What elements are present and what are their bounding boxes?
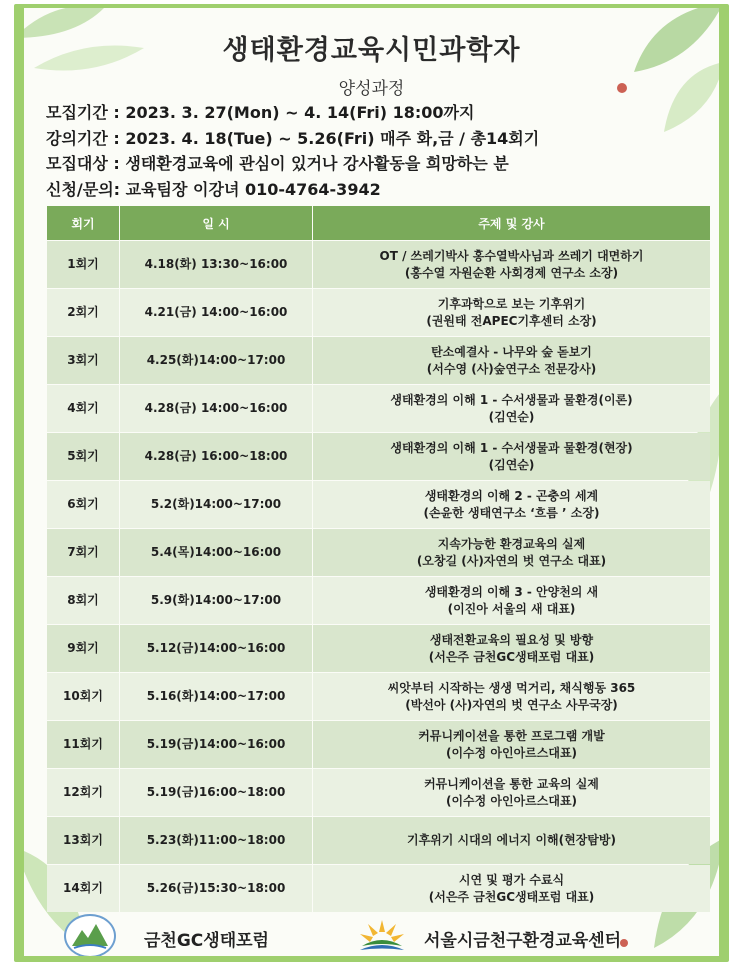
table-row — [47, 865, 710, 912]
info-recruit-period — [46, 100, 716, 126]
cell-session: 12회기 — [47, 769, 119, 816]
topic-title: 생태환경의 이해 1 - 수서생물과 물환경(현장) — [390, 440, 633, 455]
footer — [24, 914, 719, 956]
topic-title: 시연 및 평가 수료식 — [458, 872, 565, 887]
topic-speaker: (권원태 전APEC기후센터 소장) — [426, 313, 597, 328]
topic-speaker: (김연순) — [488, 409, 535, 424]
table-row — [47, 241, 710, 288]
topic-speaker: (손윤한 생태연구소 ‘흐름 ’ 소장) — [423, 505, 600, 520]
info-sep: : — [107, 154, 126, 173]
table-header-row — [47, 206, 710, 240]
table-row — [47, 721, 710, 768]
cell-datetime: 5.23(화)11:00~18:00 — [120, 817, 312, 864]
info-value: 2023. 4. 18(Tue) ~ 5.26(Fri) 매주 화,금 / 총14회기 — [125, 128, 540, 148]
cell-topic — [313, 433, 710, 480]
cell-datetime: 5.16(화)14:00~17:00 — [120, 673, 312, 720]
info-sep: : — [107, 103, 126, 122]
footer-right-org: 서울시금천구환경교육센터 — [424, 931, 622, 951]
topic-speaker: (이진아 서울의 새 대표) — [447, 601, 576, 616]
cell-session: 10회기 — [47, 673, 119, 720]
topic-speaker: (이수정 아인아르스대표) — [445, 745, 578, 760]
cell-topic — [313, 769, 710, 816]
cell-session: 14회기 — [47, 865, 119, 912]
cell-datetime: 4.21(금) 14:00~16:00 — [120, 289, 312, 336]
footer-left-org: 금천GC생태포럼 — [144, 931, 269, 951]
topic-title: 생태환경의 이해 2 - 곤충의 세계 — [424, 488, 599, 503]
poster-subtitle: 양성과정 — [338, 79, 405, 99]
table-row — [47, 625, 710, 672]
cell-topic — [313, 385, 710, 432]
info-sep: : — [113, 179, 126, 199]
table-row — [47, 433, 710, 480]
topic-title: 지속가능한 환경교육의 실제 — [437, 536, 586, 551]
topic-speaker: (이수정 아인아르스대표) — [445, 793, 578, 808]
cell-topic — [313, 817, 710, 864]
cell-session: 5회기 — [47, 433, 119, 480]
cell-datetime: 4.18(화) 13:30~16:00 — [120, 241, 312, 288]
cell-session: 7회기 — [47, 529, 119, 576]
cell-datetime: 5.2(화)14:00~17:00 — [120, 481, 312, 528]
table-row — [47, 289, 710, 336]
topic-speaker: (서은주 금천GC생태포럼 대표) — [428, 649, 595, 664]
table-row — [47, 337, 710, 384]
topic-speaker: (박선아 (사)자연의 벗 연구소 사무국장) — [405, 697, 618, 712]
cell-datetime: 5.9(화)14:00~17:00 — [120, 577, 312, 624]
info-block — [46, 100, 716, 202]
topic-title: 커뮤니케이션을 통한 프로그램 개발 — [418, 728, 605, 743]
center-logo-icon — [354, 916, 410, 956]
topic-title: 커뮤니케이션을 통한 교육의 실제 — [424, 776, 599, 791]
header-datetime: 일 시 — [120, 206, 312, 240]
table-row — [47, 673, 710, 720]
forum-logo-icon — [64, 914, 116, 956]
info-label: 모집기간 — [46, 103, 108, 122]
cell-datetime: 4.28(금) 14:00~16:00 — [120, 385, 312, 432]
info-label: 강의기간 — [46, 128, 108, 148]
topic-title: 생태전환교육의 필요성 및 방향 — [429, 632, 594, 647]
topic-speaker: (오창길 (사)자연의 벗 연구소 대표) — [416, 553, 607, 568]
cell-datetime: 5.19(금)16:00~18:00 — [120, 769, 312, 816]
info-contact — [46, 177, 716, 203]
cell-datetime: 4.25(화)14:00~17:00 — [120, 337, 312, 384]
cell-topic — [313, 241, 710, 288]
cell-datetime: 4.28(금) 16:00~18:00 — [120, 433, 312, 480]
cell-topic — [313, 721, 710, 768]
cell-topic — [313, 577, 710, 624]
cell-topic — [313, 673, 710, 720]
table-row — [47, 817, 710, 864]
schedule-table — [46, 205, 711, 913]
info-label: 신청/문의 — [46, 179, 114, 199]
header-session: 회기 — [47, 206, 119, 240]
topic-title: 기후과학으로 보는 기후위기 — [437, 296, 586, 311]
topic-speaker: (서수영 (사)숲연구소 전문강사) — [426, 361, 597, 376]
cell-datetime: 5.4(목)14:00~16:00 — [120, 529, 312, 576]
poster-title: 생태환경교육시민과학자 — [222, 35, 521, 66]
cell-topic — [313, 625, 710, 672]
cell-topic — [313, 289, 710, 336]
cell-session: 1회기 — [47, 241, 119, 288]
cell-datetime: 5.26(금)15:30~18:00 — [120, 865, 312, 912]
cell-topic — [313, 481, 710, 528]
poster-frame — [14, 4, 729, 962]
topic-speaker: (김연순) — [488, 457, 535, 472]
table-row — [47, 529, 710, 576]
topic-title: OT / 쓰레기박사 홍수열박사님과 쓰레기 대면하기 — [379, 248, 644, 263]
cell-session: 3회기 — [47, 337, 119, 384]
table-row — [47, 577, 710, 624]
info-value: 2023. 3. 27(Mon) ~ 4. 14(Fri) 18:00까지 — [125, 103, 475, 122]
schedule-table-wrap — [46, 205, 711, 913]
cell-session: 13회기 — [47, 817, 119, 864]
cell-session: 2회기 — [47, 289, 119, 336]
info-value: 교육팀장 이강녀 010-4764-3942 — [125, 179, 381, 199]
topic-title: 씨앗부터 시작하는 생생 먹거리, 채식행동 365 — [387, 680, 636, 695]
topic-title: 탄소예결사 - 나무와 숲 돋보기 — [431, 344, 592, 359]
poster-body — [24, 8, 719, 956]
header-topic: 주제 및 강사 — [313, 206, 710, 240]
cell-topic — [313, 865, 710, 912]
topic-speaker: (서은주 금천GC생태포럼 대표) — [428, 889, 595, 904]
table-row — [47, 769, 710, 816]
topic-title: 생태환경의 이해 1 - 수서생물과 물환경(이론) — [390, 392, 633, 407]
info-target — [46, 151, 716, 177]
cell-topic — [313, 337, 710, 384]
topic-title: 생태환경의 이해 3 - 안양천의 새 — [424, 584, 599, 599]
topic-speaker: (홍수열 자원순환 사회경제 연구소 소장) — [404, 265, 619, 280]
cell-session: 9회기 — [47, 625, 119, 672]
cell-topic — [313, 529, 710, 576]
topic-title: 기후위기 시대의 에너지 이해(현장탐방) — [407, 833, 616, 847]
table-row — [47, 481, 710, 528]
info-value: 생태환경교육에 관심이 있거나 강사활동을 희망하는 분 — [125, 154, 509, 173]
cell-datetime: 5.19(금)14:00~16:00 — [120, 721, 312, 768]
info-label: 모집대상 — [46, 154, 108, 173]
info-lecture-period — [46, 126, 716, 152]
cell-session: 11회기 — [47, 721, 119, 768]
cell-session: 4회기 — [47, 385, 119, 432]
info-sep: : — [107, 128, 126, 148]
table-row — [47, 385, 710, 432]
cell-session: 6회기 — [47, 481, 119, 528]
cell-datetime: 5.12(금)14:00~16:00 — [120, 625, 312, 672]
cell-session: 8회기 — [47, 577, 119, 624]
